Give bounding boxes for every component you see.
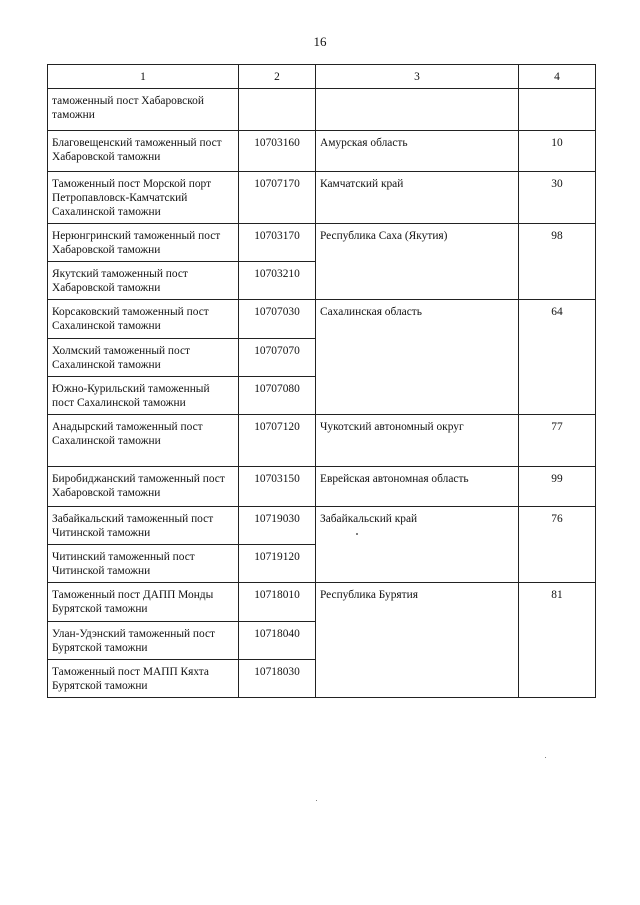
column-header-1: 1	[48, 65, 239, 89]
region-name: Амурская область	[316, 131, 519, 172]
region-name	[316, 89, 519, 131]
post-code: 10719120	[239, 545, 316, 583]
column-header-4: 4	[519, 65, 596, 89]
post-name: Якутский таможенный пост Хабаровской таможни	[48, 262, 239, 300]
region-name: Республика Бурятия	[316, 583, 519, 698]
post-name: Анадырский таможенный пост Сахалинской таможни	[48, 415, 239, 467]
scan-speck	[545, 757, 546, 758]
post-code: 10707070	[239, 339, 316, 377]
region-name: Республика Саха (Якутия)	[316, 224, 519, 300]
post-code	[239, 89, 316, 131]
table-row	[48, 224, 596, 262]
region-count: 64	[519, 300, 596, 415]
region-name: Камчатский край	[316, 172, 519, 224]
region-count: 77	[519, 415, 596, 467]
region-count: 30	[519, 172, 596, 224]
post-code: 10718040	[239, 622, 316, 660]
post-name: Корсаковский таможенный пост Сахалинской таможни	[48, 300, 239, 339]
region-name: Забайкальский край	[316, 507, 519, 583]
post-code: 10707120	[239, 415, 316, 467]
post-name: Благовещенский таможенный пост Хабаровской таможни	[48, 131, 239, 172]
page-number: 16	[313, 34, 327, 49]
post-code: 10703150	[239, 467, 316, 507]
post-code: 10703210	[239, 262, 316, 300]
post-name: Таможенный пост Морской порт Петропавловск-Камчатский Сахалинской таможни	[48, 172, 239, 224]
scan-speck	[356, 533, 358, 535]
region-name: Сахалинская область	[316, 300, 519, 415]
post-name: Таможенный пост ДАПП Монды Бурятской таможни	[48, 583, 239, 622]
table-row	[48, 507, 596, 545]
table-row	[48, 172, 596, 224]
post-name: Улан-Удэнский таможенный пост Бурятской таможни	[48, 622, 239, 660]
table-row	[48, 415, 596, 467]
post-name: Холмский таможенный пост Сахалинской таможни	[48, 339, 239, 377]
scan-speck	[316, 800, 317, 801]
post-name: Таможенный пост МАПП Кяхта Бурятской таможни	[48, 660, 239, 698]
post-name: таможенный пост Хабаровской таможни	[48, 89, 239, 131]
region-count: 81	[519, 583, 596, 698]
region-count	[519, 89, 596, 131]
post-name: Биробиджанский таможенный пост Хабаровской таможни	[48, 467, 239, 507]
post-name: Читинский таможенный пост Читинской таможни	[48, 545, 239, 583]
post-name: Нерюнгринский таможенный пост Хабаровской таможни	[48, 224, 239, 262]
post-code: 10718030	[239, 660, 316, 698]
post-code: 10707170	[239, 172, 316, 224]
table-row	[48, 300, 596, 339]
region-count: 98	[519, 224, 596, 300]
region-count: 76	[519, 507, 596, 583]
region-name: Чукотский автономный округ	[316, 415, 519, 467]
column-header-3: 3	[316, 65, 519, 89]
region-count: 99	[519, 467, 596, 507]
table-header-row	[48, 65, 596, 89]
post-code: 10703170	[239, 224, 316, 262]
table-row	[48, 89, 596, 131]
post-code: 10703160	[239, 131, 316, 172]
table-row	[48, 583, 596, 622]
post-name: Забайкальский таможенный пост Читинской таможни	[48, 507, 239, 545]
region-count: 10	[519, 131, 596, 172]
customs-posts-table	[47, 64, 596, 698]
post-code: 10707030	[239, 300, 316, 339]
table-row	[48, 467, 596, 507]
post-code: 10718010	[239, 583, 316, 622]
post-code: 10719030	[239, 507, 316, 545]
table-row	[48, 131, 596, 172]
post-name: Южно-Курильский таможенный пост Сахалинской таможни	[48, 377, 239, 415]
column-header-2: 2	[239, 65, 316, 89]
post-code: 10707080	[239, 377, 316, 415]
region-name: Еврейская автономная область	[316, 467, 519, 507]
